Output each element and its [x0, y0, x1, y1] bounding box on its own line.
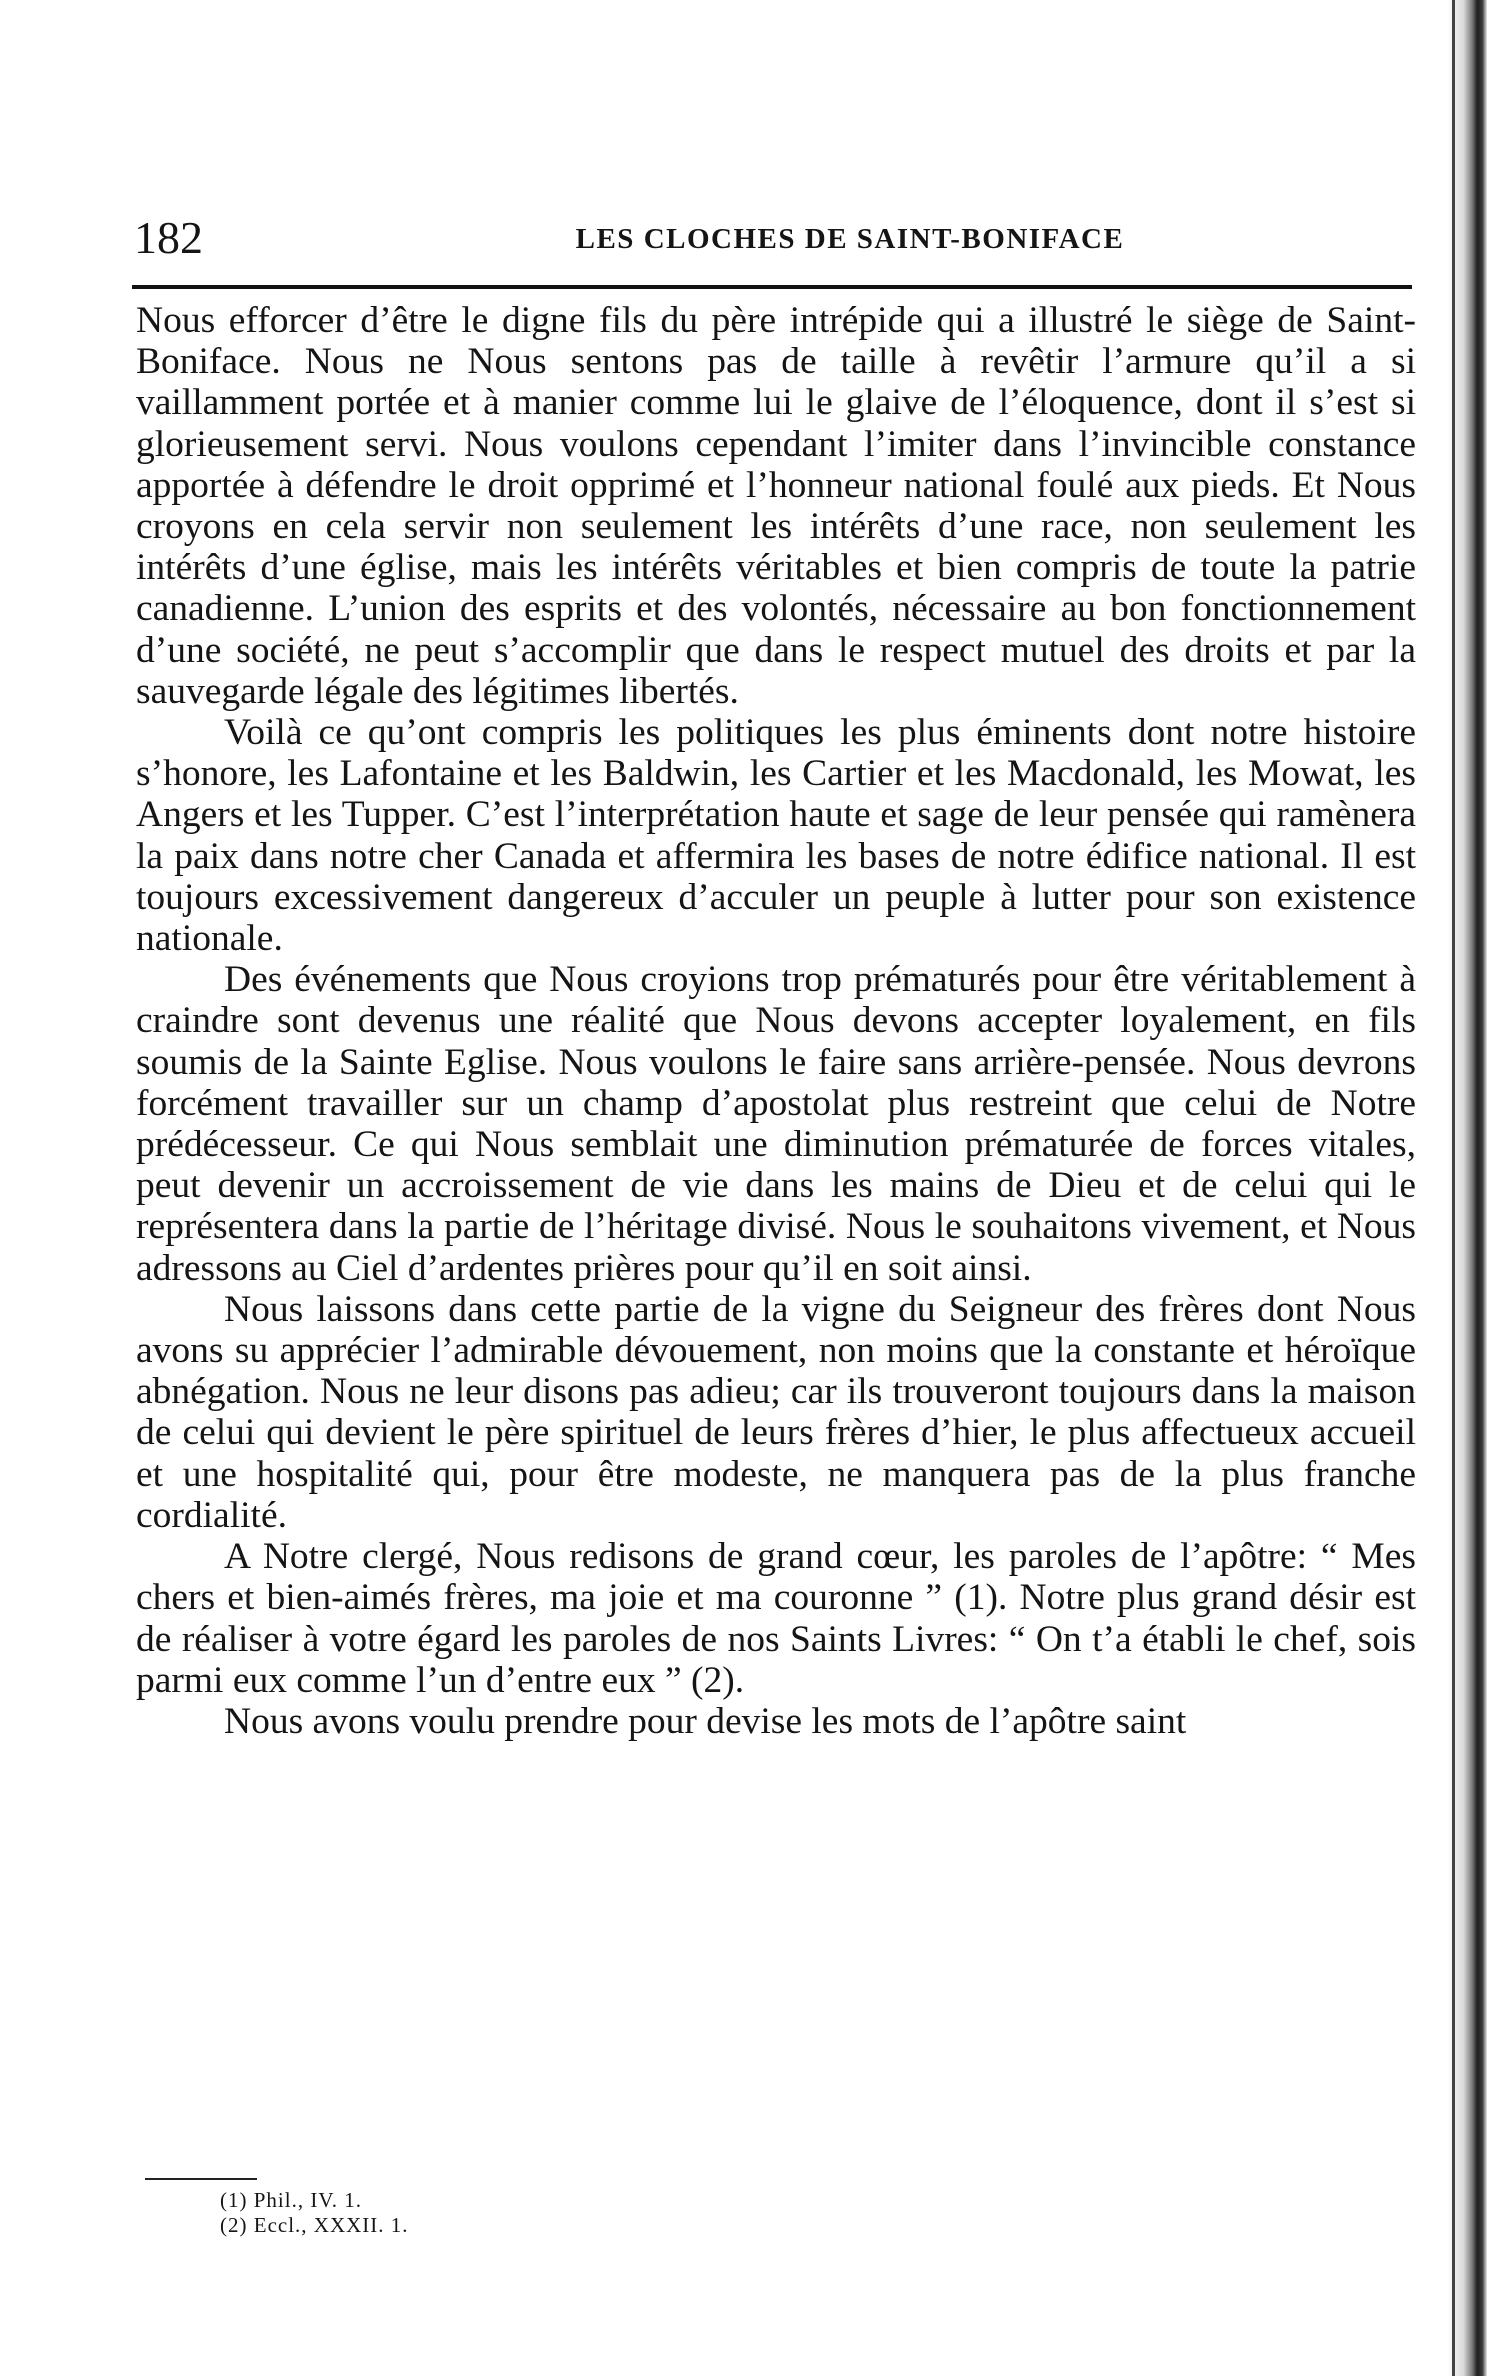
running-head: LES CLOCHES DE SAINT-BONIFACE	[575, 223, 1125, 255]
footnotes	[220, 2188, 820, 2238]
paragraph: Nous avons voulu prendre pour devise les mots de l’apôtre saint	[224, 1700, 1187, 1742]
paragraph: Nous laissons dans cette partie de la vigne du Seigneur des frères dont Nous avons su apprécier l’admirable dévouement, non moins que la constante et héroïque abnégation. Nous ne leur disons pas adieu; car ils trouveront toujours dans la maison de celui qui devient le père spirituel de leurs frères d’hier, le plus affectueux accueil et une hospitalité qui, pour être modeste, ne manquera pas de la plus franche cordialité.	[136, 1288, 1416, 1536]
page-number: 182	[134, 212, 203, 263]
footnote: (1) Phil., IV. 1.	[220, 2188, 363, 2212]
paragraph: A Notre clergé, Nous redisons de grand cœur, les paroles de l’apôtre: “ Mes chers et bien-aimés frères, ma joie et ma couronne ” (1). Notre plus grand désir est de réaliser à votre égard les paroles de nos Saints Livres: “ On t’a établi le chef, sois parmi eux comme l’un d’entre eux ” (2).	[136, 1536, 1416, 1701]
footnote: (2) Eccl., XXXII. 1.	[220, 2213, 409, 2237]
paragraph: Des événements que Nous croyions trop prématurés pour être véritablement à craindre sont devenus une réalité que Nous devons accepter loyalement, en fils soumis de la Sainte Eglise. Nous voulons le faire sans arrière-pensée. Nous devrons forcément travailler sur un champ d’apostolat plus restreint que celui de Notre prédécesseur. Ce qui Nous semblait une diminution prématurée de forces vitales, peut devenir un accroissement de vie dans les mains de Dieu et de celui qui le représentera dans la partie de l’héritage divisé. Nous le souhaitons vivement, et Nous adressons au Ciel d’ardentes prières pour qu’il en soit ainsi.	[136, 959, 1416, 1289]
paragraph: Nous efforcer d’être le digne fils du père intrépide qui a illustré le siège de Saint-Boniface. Nous ne Nous sentons pas de taille à revêtir l’armure qu’il a si vaillamment portée et à manier comme lui le glaive de l’éloquence, dont il s’est si glorieusement servi. Nous voulons cependant l’imiter dans l’invincible constance apportée à défendre le droit opprimé et l’honneur national foulé aux pieds. Et Nous croyons en cela servir non seulement les intérêts d’une race, non seulement les intérêts d’une église, mais les intérêts véritables et bien compris de toute la patrie canadienne. L’union des esprits et des volontés, nécessaire au bon fonctionnement d’une société, ne peut s’accomplir que dans le respect mutuel des droits et par la sauvegarde légale des légitimes libertés.	[136, 300, 1416, 712]
paragraph: Voilà ce qu’ont compris les politiques les plus éminents dont notre histoire s’honore, les Lafontaine et les Baldwin, les Cartier et les Macdonald, les Mowat, les Angers et les Tupper. C’est l’interprétation haute et sage de leur pensée qui ramènera la paix dans notre cher Canada et affermira les bases de notre édifice national. Il est toujours excessivement dangereux d’acculer un peuple à lutter pour son existence nationale.	[136, 712, 1416, 960]
header-rule	[132, 285, 1412, 289]
page-header	[130, 208, 1415, 268]
footnote-rule	[145, 2178, 257, 2180]
page-edge-line	[1452, 0, 1455, 2376]
body-text	[136, 300, 1416, 1742]
